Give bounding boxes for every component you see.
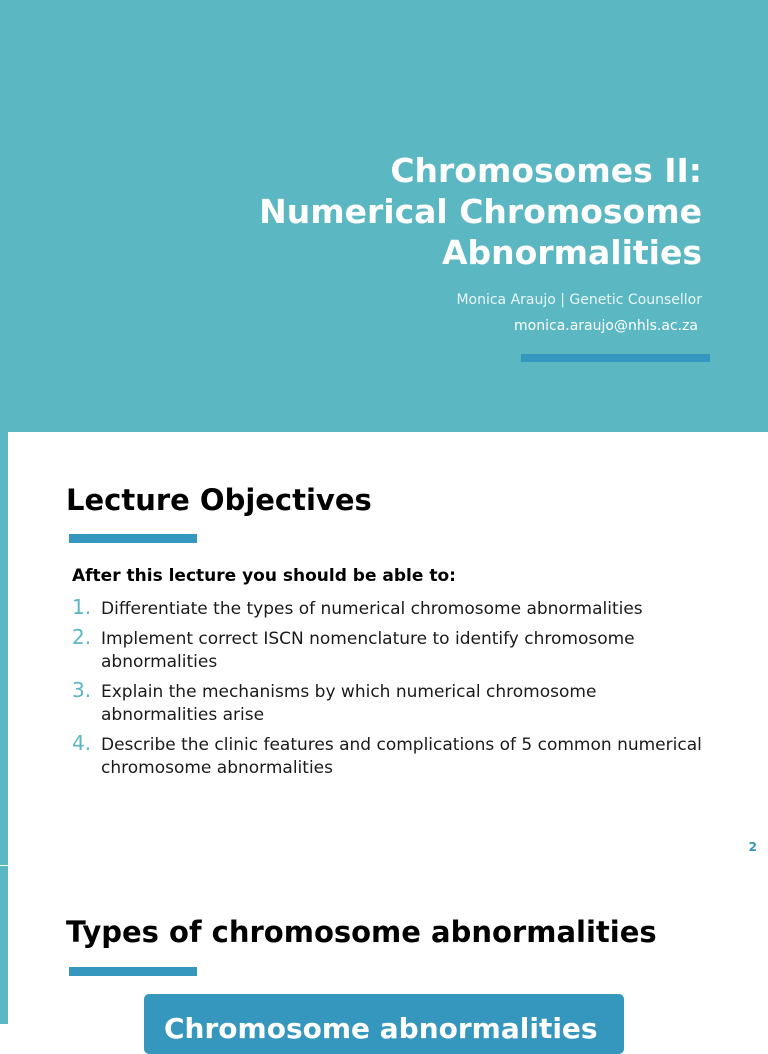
types-box-text: Chromosome abnormalities (164, 1012, 598, 1045)
list-item (72, 595, 712, 621)
page-number: 2 (748, 840, 757, 854)
heading-underline-bar (69, 534, 197, 543)
presentation-title (102, 150, 702, 273)
list-text: Explain the mechanisms by which numerical chromosome abnormalities arise (101, 682, 597, 725)
types-slide (0, 866, 768, 1045)
left-accent-bar (0, 432, 8, 865)
list-number: 4. (72, 731, 92, 755)
title-line-3: Abnormalities (442, 233, 702, 272)
list-number: 2. (72, 625, 92, 649)
heading-underline-bar (69, 967, 197, 976)
list-text: Describe the clinic features and complications of 5 common numerical chromosome abnormalities (101, 735, 702, 778)
objectives-list (72, 595, 712, 787)
title-accent-bar (521, 354, 710, 362)
objectives-slide (0, 432, 768, 865)
list-text: Differentiate the types of numerical chromosome abnormalities (101, 599, 643, 619)
list-text: Implement correct ISCN nomenclature to identify chromosome abnormalities (101, 629, 635, 672)
list-item (72, 625, 712, 674)
title-slide (0, 0, 768, 432)
list-item (72, 731, 712, 780)
types-heading: Types of chromosome abnormalities (66, 915, 657, 949)
list-number: 1. (72, 595, 92, 619)
left-accent-bar (0, 866, 8, 1024)
author-line: Monica Araujo | Genetic Counsellor (456, 292, 702, 308)
list-item (72, 678, 712, 727)
objectives-intro: After this lecture you should be able to: (72, 566, 456, 586)
title-line-2: Numerical Chromosome (259, 192, 702, 231)
title-line-1: Chromosomes II: (390, 151, 702, 190)
author-email: monica.araujo@nhls.ac.za (514, 318, 698, 334)
list-number: 3. (72, 678, 92, 702)
objectives-heading: Lecture Objectives (66, 483, 372, 517)
types-box (144, 994, 624, 1054)
